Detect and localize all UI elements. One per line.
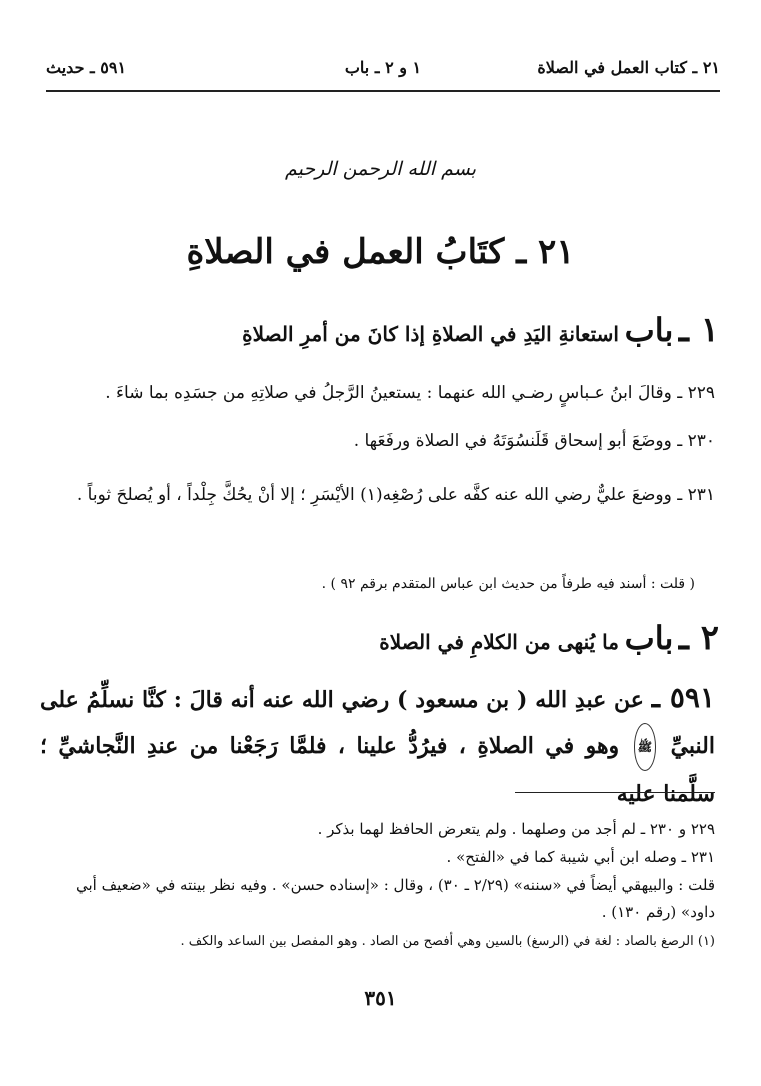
footnote-231: ٢٣١ ـ وصله ابن أبي شيبة كما في «الفتح» . [446,848,715,866]
paragraph-231: ٢٣١ ـ ووضعَ عليٌّ رضي الله عنه كفَّه على رُصْغِه(١) الأيْسَرِ ؛ إلا أنْ يحُكَّ جِلْداً ، أو يُصلحَ ثوباً . [76,485,715,505]
footnote-rule [515,792,715,793]
kitab-title: ٢١ ـ كتَابُ العمل في الصلاةِ [186,232,575,272]
hadith-text-b: وهو في الصلاةِ ، فيرُدُّ علينا ، فلمَّا رَجَعْنا من عندِ النَّجاشيِّ ؛ سلَّمنا عليه [40,733,715,807]
bab-2-title: ما يُنهى من الكلامِ في الصلاة [379,630,619,654]
running-header [46,58,720,88]
paragraph-230: ٢٣٠ ـ ووضَعَ أبو إسحاق قَلَنسُوَتَهُ في الصلاة ورفَعَها . [353,431,715,451]
page-number: ٣٥١ [364,986,397,1010]
bab-2-number: ٢ ـ [678,618,719,658]
basmala: بسم الله الرحمن الرحيم [285,158,476,180]
bab-1-heading [40,310,719,350]
hadith-number: ٥٩١ ـ [651,681,716,714]
bab-2-heading [40,618,719,658]
salawat-seal-icon: ﷺ [634,723,657,771]
paragraph-229: ٢٢٩ ـ وقالَ ابنُ عـباسٍ رضـي الله عنهما : يستعينُ الرَّجلُ في صلاتِهِ من جسَدِه بما شاءَ . [105,383,715,403]
footnote-qult: قلت : والبيهقي أيضاً في «سننه» (٢/٢٩ ـ ٣٠) ، وقال : «إسناده حسن» . وفيه نظر بينته في «ضعيف أبي داود» (رقم ١٣٠) . [76,876,715,921]
bab-2-word: باب [624,619,674,657]
bab-1-word: باب [624,311,674,349]
hadith-text-a: عن عبدِ الله ( بن مسعود ) رضي الله عنه أنه قالَ : كنَّا نسلِّمُ على النبيِّ [40,687,715,759]
header-chapter: ٢١ ـ كتاب العمل في الصلاة [537,58,720,77]
header-hadith-ref: ٥٩١ ـ حديث [46,58,127,77]
header-bab: ١ و ٢ ـ باب [344,58,422,77]
hadith-591 [40,675,715,817]
bab-1-title: استعانةِ اليَدِ في الصلاةِ إذا كانَ من أمرِ الصلاةِ [242,322,619,346]
bab-1-number: ١ ـ [678,310,719,350]
editor-note: ( قلت : أسند فيه طرفاً من حديث ابن عباس المتقدم برقم ٩٢ ) . [321,576,695,592]
footnote-1: (١) الرصغ بالصاد : لغة في (الرسغ) بالسين وهي أفصح من الصاد . وهو المفصل بين الساعد والكف . [180,934,715,949]
footnote-229-230: ٢٢٩ و ٢٣٠ ـ لم أجد من وصلهما . ولم يتعرض الحافظ لهما بذكر . [317,820,715,838]
header-rule [46,90,720,92]
